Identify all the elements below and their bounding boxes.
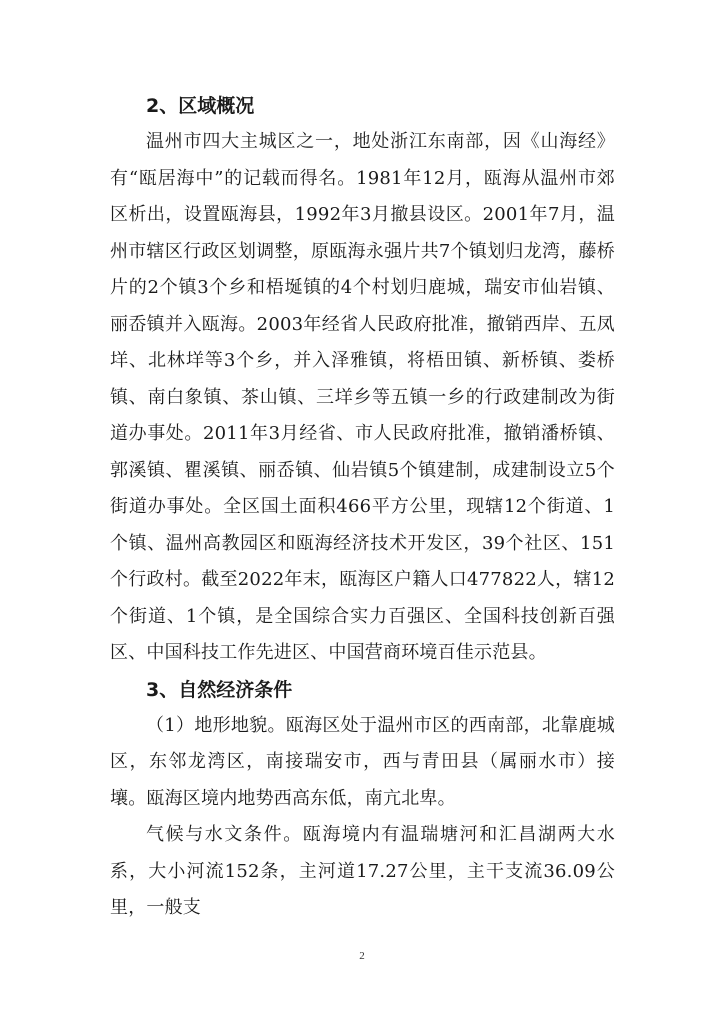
terrain-paragraph: （1）地形地貌。瓯海区处于温州市区的西南部，北靠鹿城区，东邻龙湾区，南接瑞安市，西与青田县（属丽水市）接壤。瓯海区境内地势西高东低，南亢北卑。 [110, 714, 615, 809]
page-number: 2 [359, 950, 365, 962]
page-content [110, 88, 615, 927]
section-2-heading: 2、区域概况 [146, 95, 255, 117]
section-3-heading: 3、自然经济条件 [146, 678, 293, 701]
climate-hydrology-paragraph: 气候与水文条件。瓯海境内有温瑞塘河和汇昌湖两大水系，大小河流152条，主河道17.27公里，主干支流36.09公里，一般支 [110, 824, 615, 918]
section-2-paragraph: 温州市四大主城区之一，地处浙江东南部，因《山海经》有“瓯居海中”的记载而得名。1981年12月，瓯海从温州市郊区析出，设置瓯海县，1992年3月撤县设区。2001年7月，温州市辖区行政区划调整，原瓯海永强片共7个镇划归龙湾，藤桥片的2个镇3个乡和梧埏镇的4个村划归鹿城，瑞安市仙岩镇、丽岙镇并入瓯海。2003年经省人民政府批准，撤销西岸、五凤垟、北林垟等3个乡，并入泽雅镇，将梧田镇、新桥镇、娄桥镇、南白象镇、茶山镇、三垟乡等五镇一乡的行政建制改为街道办事处。2011年3月经省、市人民政府批准，撤销潘桥镇、郭溪镇、瞿溪镇、丽岙镇、仙岩镇5个镇建制，成建制设立5个街道办事处。全区国土面积466平方公里，现辖12个街道、1个镇、温州高教园区和瓯海经济技术开发区，39个社区、151个行政村。截至2022年末，瓯海区户籍人口477822人，辖12个街道、1个镇，是全国综合实力百强区、全国科技创新百强区、中国科技工作先进区、中国营商环境百佳示范县。 [110, 131, 615, 663]
